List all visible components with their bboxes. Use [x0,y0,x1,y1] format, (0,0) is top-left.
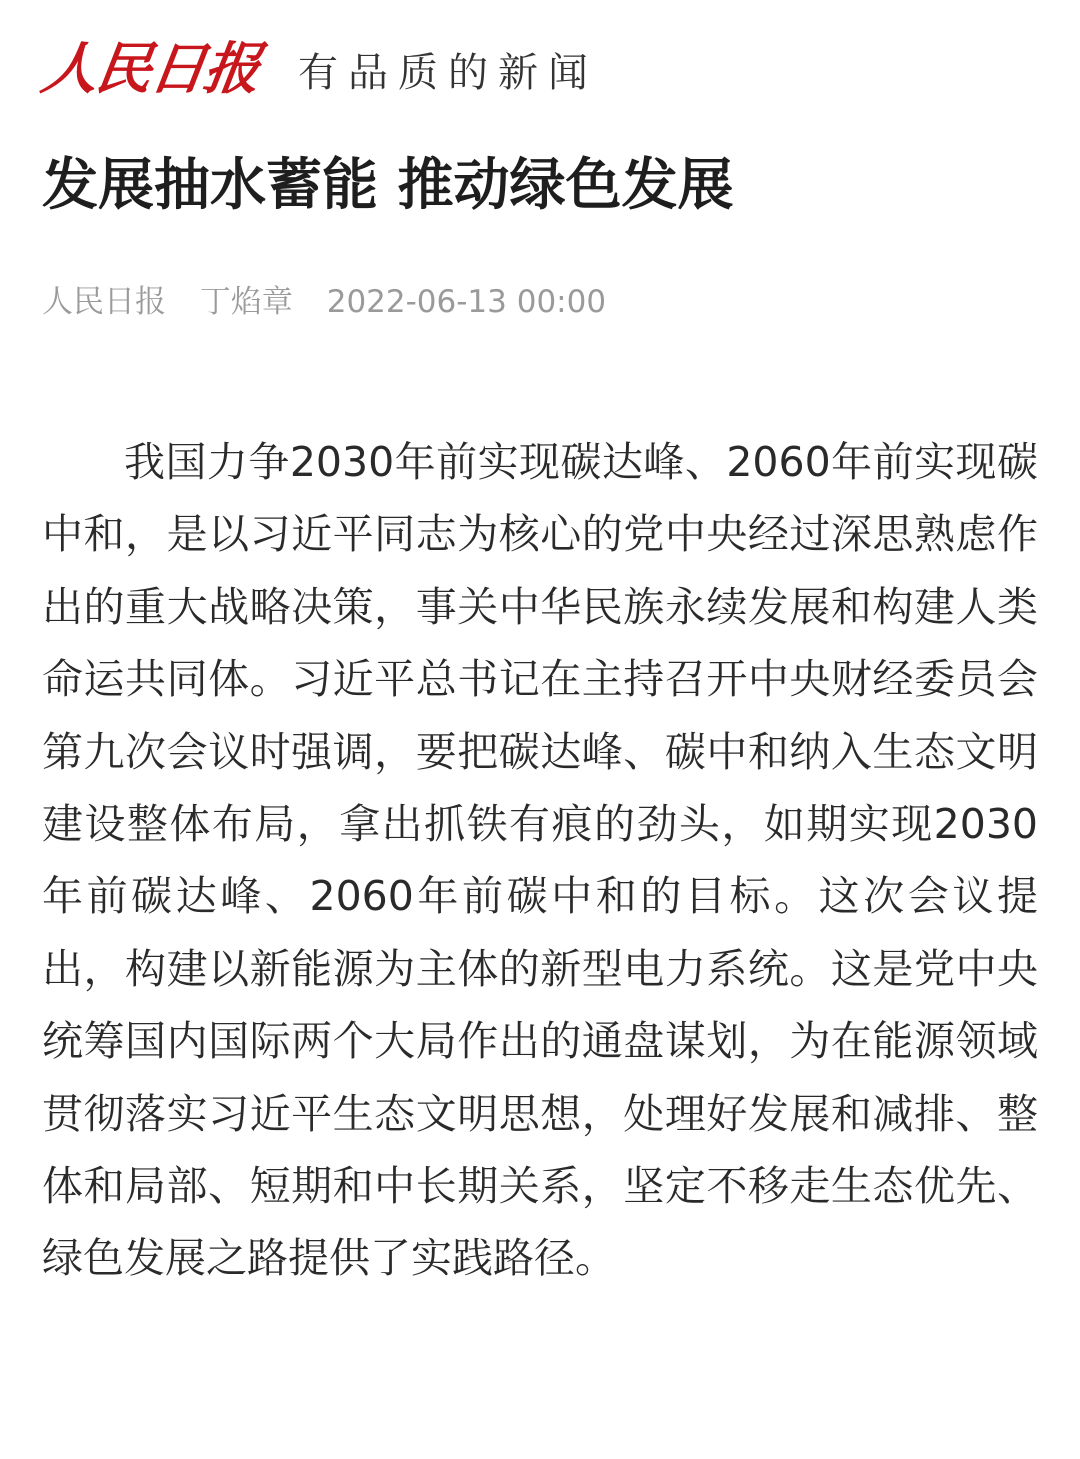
article-meta [42,280,606,324]
people-daily-logo[interactable]: 人民日报 [37,36,263,102]
article-datetime: 2022-06-13 00:00 [326,284,607,320]
header-slogan: 有品质的新闻 [298,49,598,96]
app-header [37,34,598,104]
article-source[interactable]: 人民日报 [42,284,166,320]
article-paragraph: 我国力争2030年前实现碳达峰、2060年前实现碳中和，是以习近平同志为核心的党中央经过深思熟虑作出的重大战略决策，事关中华民族永续发展和构建人类命运共同体。习近平总书记在主持召开中央财经委员会第九次会议时强调，要把碳达峰、碳中和纳入生态文明建设整体布局，拿出抓铁有痕的劲头，如期实现2030年前碳达峰、2060年前碳中和的目标。这次会议提出，构建以新能源为主体的新型电力系统。这是党中央统筹国内国际两个大局作出的通盘谋划，为在能源领域贯彻落实习近平生态文明思想，处理好发展和减排、整体和局部、短期和中长期关系，坚定不移走生态优先、绿色发展之路提供了实践路径。 [42,438,1038,1283]
article-author: 丁焰章 [199,284,293,320]
article-title: 发展抽水蓄能 推动绿色发展 [42,153,734,218]
